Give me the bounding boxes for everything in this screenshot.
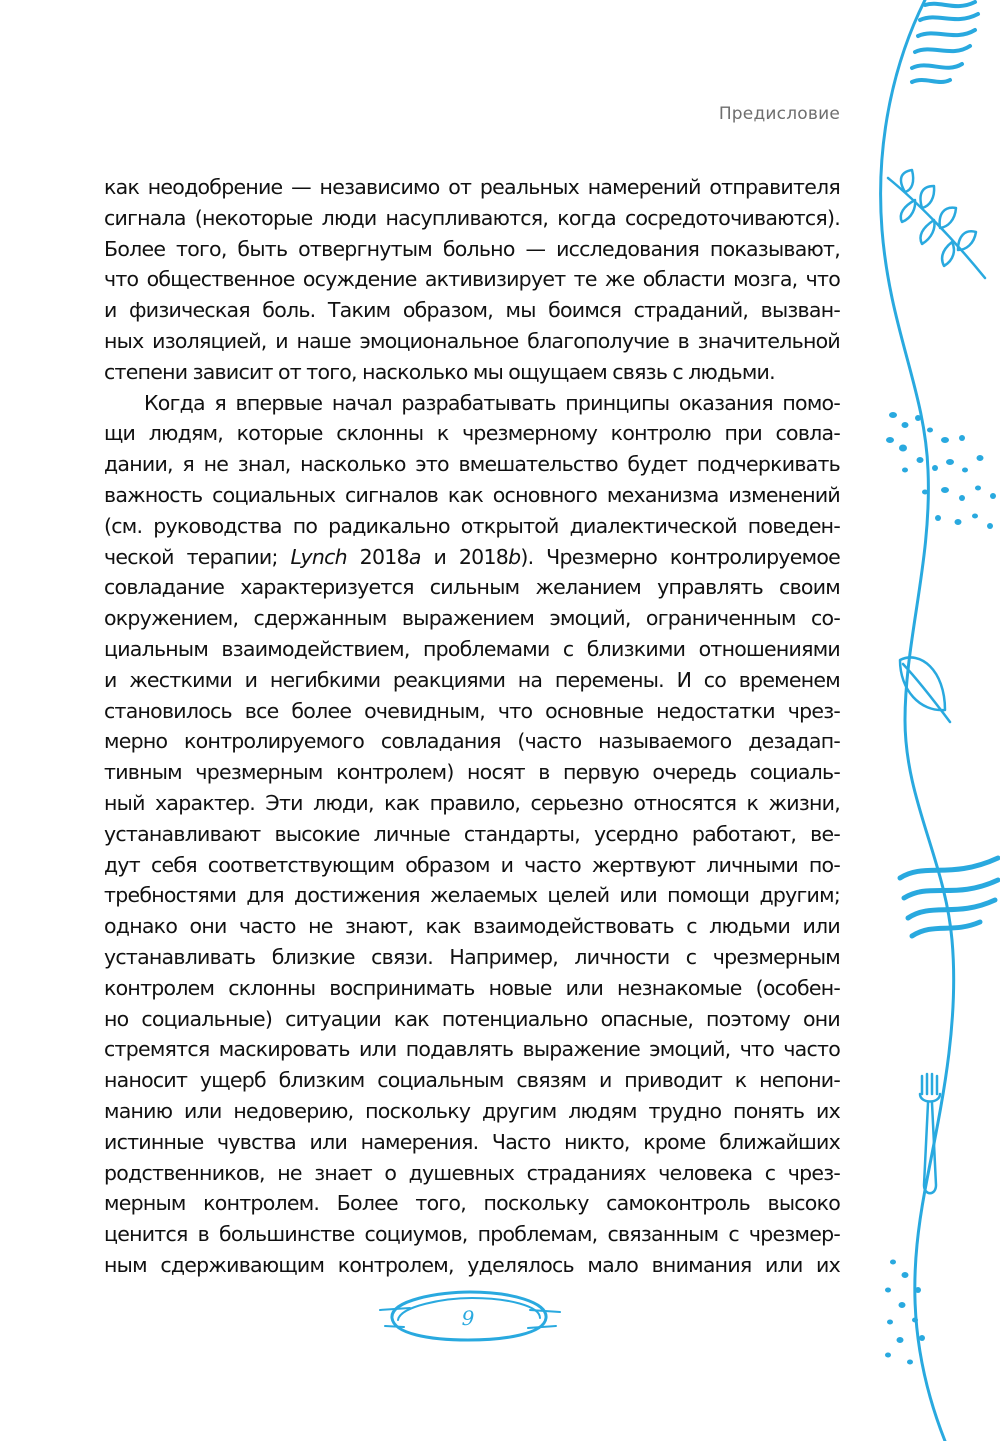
fork-icon <box>920 1074 940 1193</box>
text-line: что общественное осуждение активизирует те же области мозга, что <box>104 267 840 292</box>
text-line: ный характер. Эти люди, как правило, серьезно относятся к жизни, <box>104 790 840 815</box>
text-line: стремятся маскировать или подавлять выражение эмоций, что часто <box>104 1037 840 1062</box>
running-head: Предисловие <box>718 104 840 124</box>
vine-line <box>881 0 954 1441</box>
text-line: щи людям, которые склонны к чрезмерному контролю при совла- <box>104 421 840 446</box>
text-run: ческой терапии; <box>104 544 291 569</box>
text-line: степени зависит от того, насколько мы ощущаем связь с людьми. <box>104 359 775 384</box>
text-line: и физическая боль. Таким образом, мы боимся страданий, вызван- <box>104 298 840 323</box>
text-line: важность социальных сигналов как основного механизма изменений <box>104 482 840 507</box>
text-line: устанавливают высокие личные стандарты, усердно работают, ве- <box>104 821 840 846</box>
text-line: контролем склонны воспринимать новые или незнакомые (особен- <box>104 975 840 1000</box>
page-number: 9 <box>461 1306 475 1330</box>
text-line: как неодобрение — независимо от реальных намерений отправителя <box>104 175 840 199</box>
leaf-icon <box>900 657 950 722</box>
text-line-citation <box>104 542 840 573</box>
text-line: мерным контролем. Более того, поскольку самоконтроль высоко <box>104 1191 840 1216</box>
body-text <box>104 172 840 1281</box>
text-line: родственников, не знает о душевных страданиях человека с чрез- <box>104 1160 840 1185</box>
dots-cluster-icon <box>886 412 996 529</box>
text-line: однако они часто не знают, как взаимодействовать с людьми или <box>104 914 840 939</box>
text-line: Когда я впервые начал разрабатывать принципы оказания помо- <box>144 390 840 415</box>
text-run: ). Чрезмерно контролируемое <box>520 544 840 569</box>
text-line: (см. руководства по радикально открытой диалектической поведен- <box>104 513 840 538</box>
text-line: окружением, сдержанным выражением эмоций, ограниченным со- <box>104 606 840 631</box>
text-line: циальным взаимодействием, проблемами с близкими отношениями <box>104 636 840 661</box>
text-run: 2018 <box>346 544 409 569</box>
text-line: сигнала (некоторые люди насупливаются, когда сосредоточиваются). <box>104 205 840 230</box>
text-line: мерно контролируемого совладания (часто называемого дезадап- <box>104 729 840 754</box>
text-line: наносит ущерб близким социальным связям и приводит к непони- <box>104 1068 840 1093</box>
text-line: и жесткими и негибкими реакциями на перемены. И со временем <box>104 667 840 692</box>
dots-small-icon <box>885 1260 925 1365</box>
text-line: Более того, быть отвергнутым больно — исследования показывают, <box>104 236 840 261</box>
text-line: дании, я не знал, насколько это вмешательство будет подчеркивать <box>104 452 840 477</box>
text-line: требностями для достижения желаемых целей или помощи другим; <box>104 883 840 908</box>
text-line: совладание характеризуется сильным желанием управлять своим <box>104 575 840 600</box>
citation-author: Lynch <box>290 544 347 569</box>
text-run: и 2018 <box>420 544 509 569</box>
citation-suffix: a <box>408 544 421 569</box>
wave-brush-icon <box>912 2 978 82</box>
text-line: тивным чрезмерным контролем) носят в первую очередь социаль- <box>104 760 840 785</box>
text-line: устанавливать близкие связи. Например, личности с чрезмерным <box>104 944 840 969</box>
text-line: становилось все более очевидным, что основные недостатки чрез- <box>104 698 840 723</box>
text-line: ных изоляцией, и наше эмоциональное благополучие в значительной <box>104 328 840 353</box>
citation-suffix: b <box>508 544 521 569</box>
text-line: истинные чувства или намерения. Часто никто, кроме ближайших <box>104 1129 840 1154</box>
text-line: ным сдерживающим контролем, уделялось мало внимания или их <box>104 1252 840 1277</box>
leaf-branch-icon <box>888 170 985 278</box>
text-line: но социальные) ситуации как потенциально опасные, поэтому они <box>104 1006 840 1031</box>
text-line: ценится в большинстве социумов, проблемам, связанным с чрезмер- <box>104 1222 840 1247</box>
wave-stripes-icon <box>900 858 998 936</box>
text-line: дут себя соответствующим образом и часто жертвуют личными по- <box>104 852 840 877</box>
text-line: манию или недоверию, поскольку другим людям трудно понять их <box>104 1098 840 1123</box>
